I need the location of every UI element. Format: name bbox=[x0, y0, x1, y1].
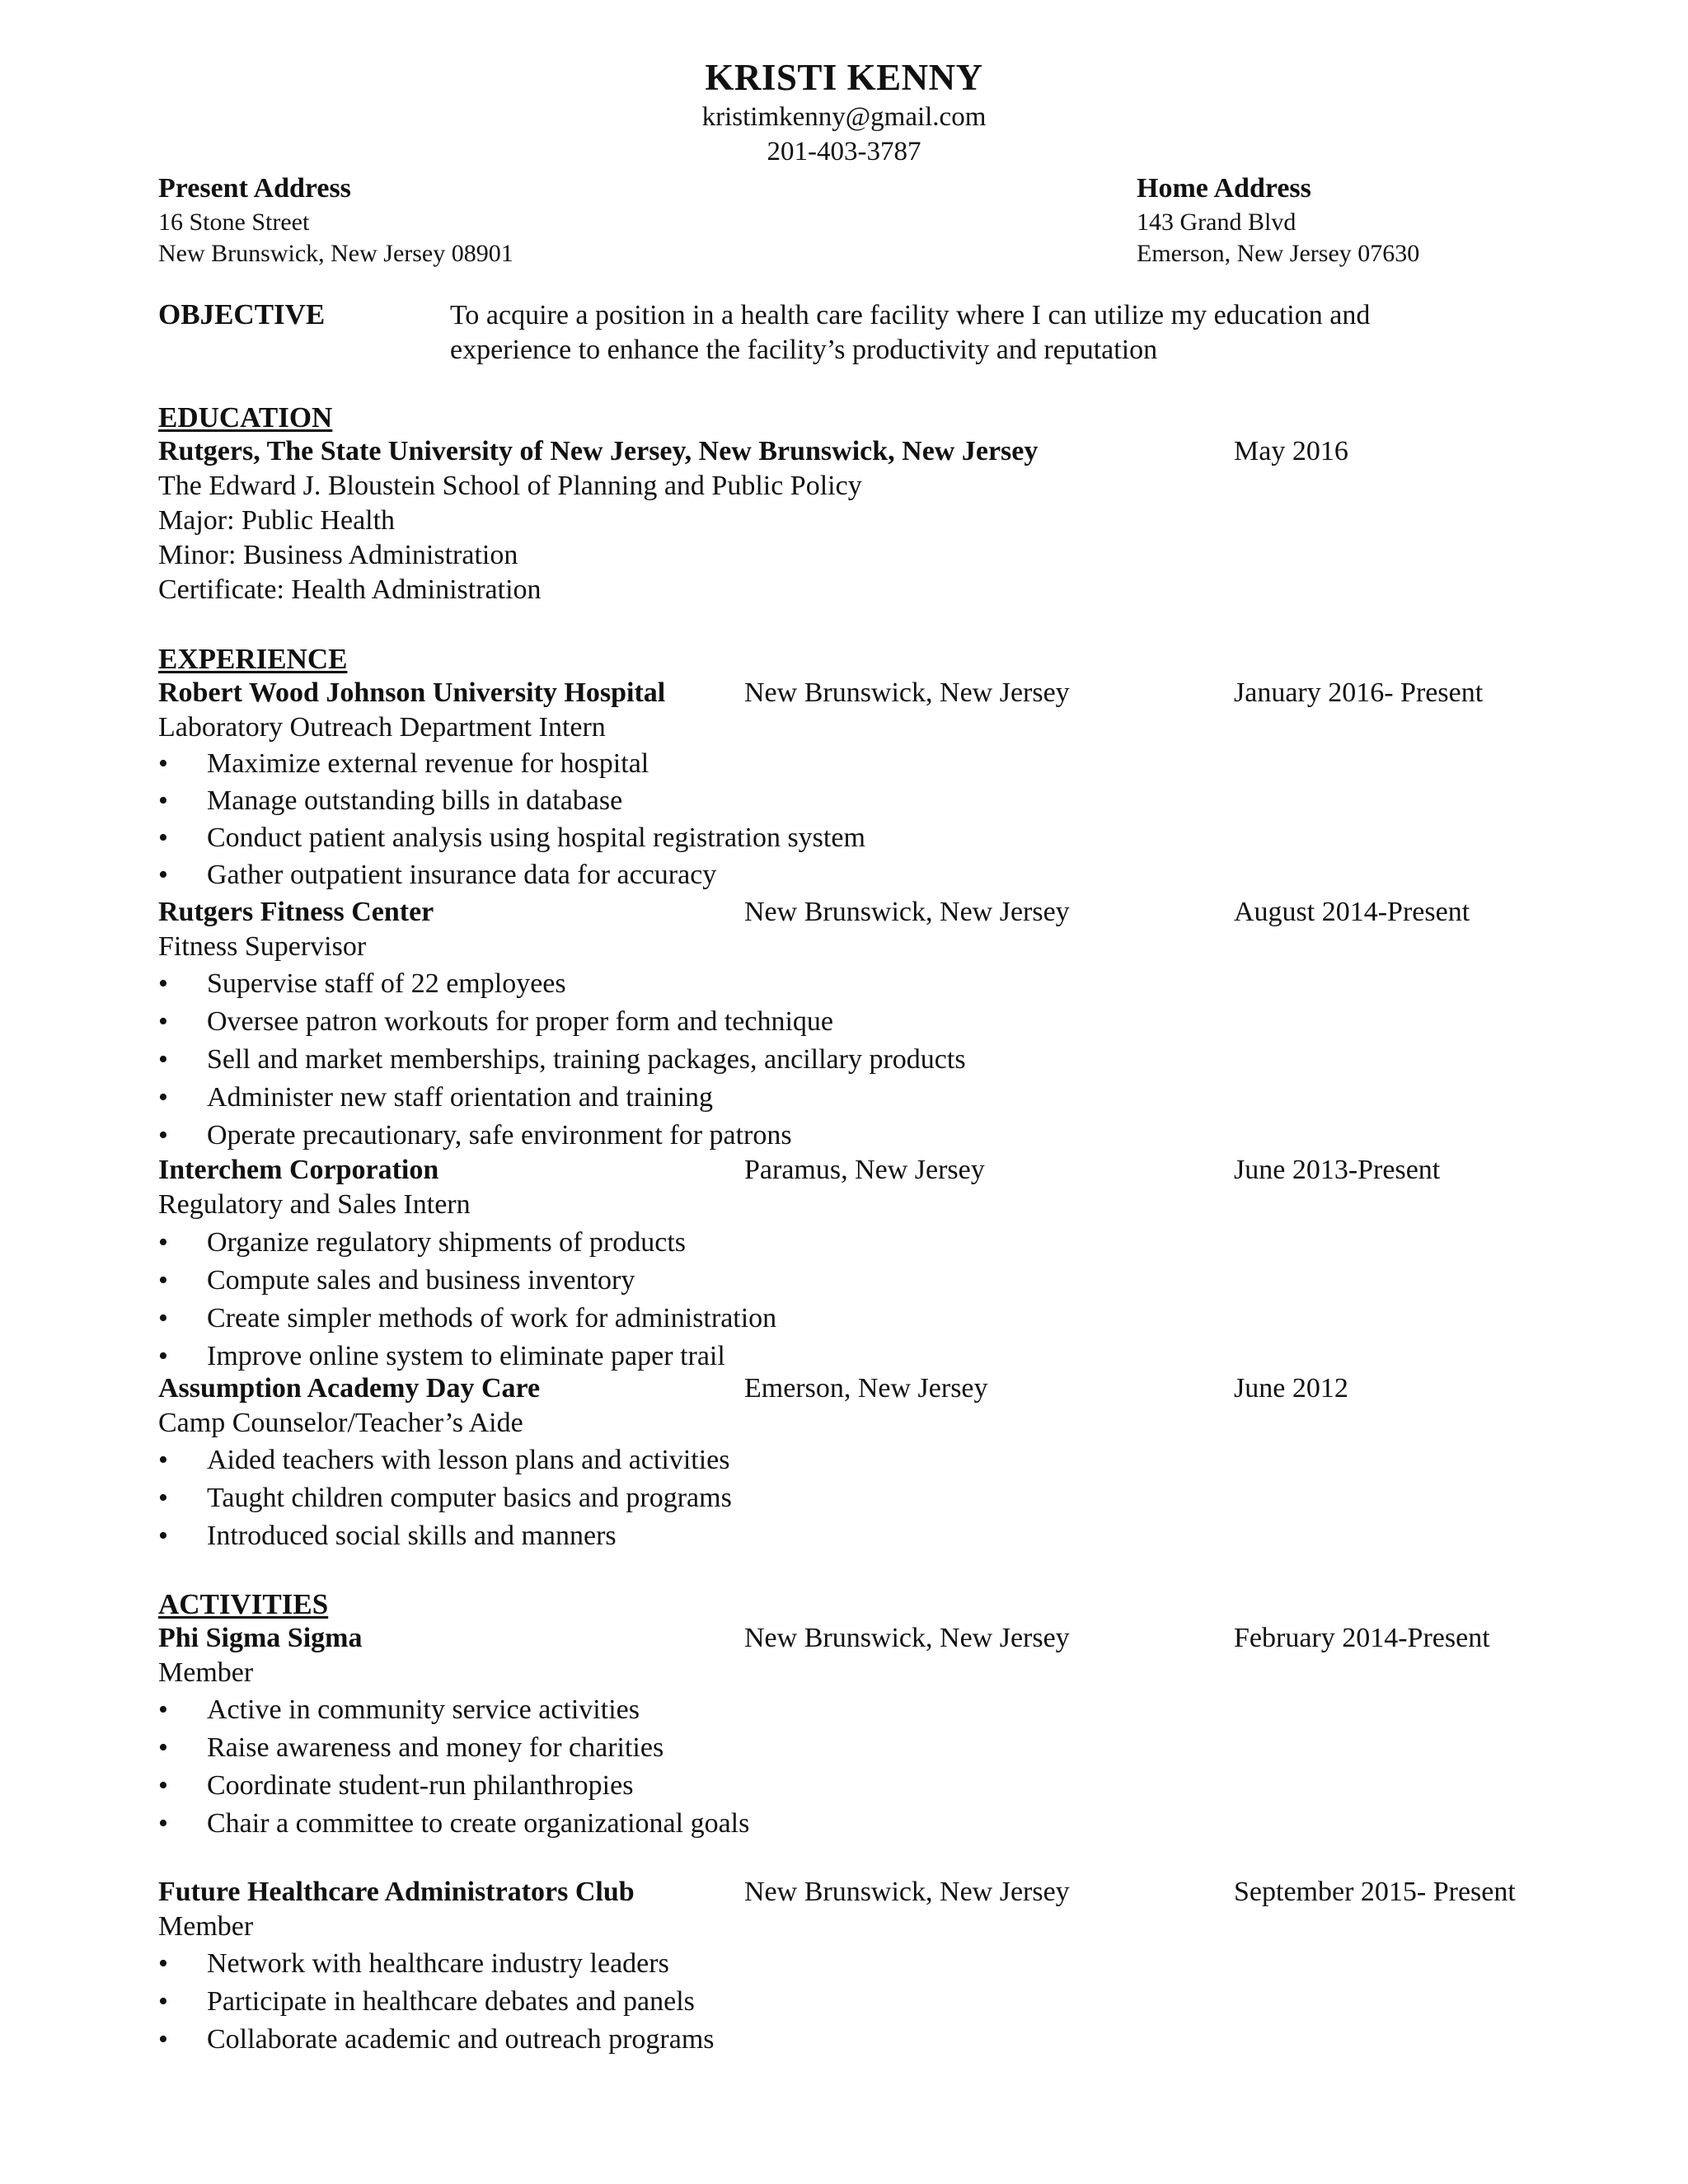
bullet-marker: • bbox=[158, 1082, 168, 1113]
phone-number: 201-403-3787 bbox=[767, 137, 921, 166]
bullet-marker: • bbox=[158, 1770, 168, 1801]
home-address-line1: 143 Grand Blvd bbox=[1137, 209, 1296, 236]
experience-heading: EXPERIENCE bbox=[158, 643, 348, 675]
objective-text-line2: experience to enhance the facility’s productivity and reputation bbox=[450, 335, 1158, 365]
entry-date: June 2012 bbox=[1234, 1373, 1348, 1404]
home-address-line2: Emerson, New Jersey 07630 bbox=[1137, 240, 1420, 267]
bullet-marker: • bbox=[158, 1808, 168, 1839]
entry-date: February 2014-Present bbox=[1234, 1623, 1490, 1653]
entry-role: Laboratory Outreach Department Intern bbox=[158, 712, 606, 743]
present-address-title: Present Address bbox=[158, 173, 351, 204]
bullet-marker: • bbox=[158, 1732, 168, 1763]
education-heading: EDUCATION bbox=[158, 401, 333, 434]
entry-role: Member bbox=[158, 1657, 254, 1688]
bullet-marker: • bbox=[158, 2024, 168, 2055]
bullet-marker: • bbox=[158, 1694, 168, 1725]
entry-date: September 2015- Present bbox=[1234, 1877, 1516, 1907]
home-address-title: Home Address bbox=[1137, 173, 1311, 204]
entry-location: Paramus, New Jersey bbox=[744, 1155, 985, 1185]
education-school: Rutgers, The State University of New Jersey, New Brunswick, New Jersey bbox=[158, 436, 1039, 466]
education-line: Major: Public Health bbox=[158, 505, 396, 536]
entry-location: New Brunswick, New Jersey bbox=[744, 677, 1070, 708]
activities-heading: ACTIVITIES bbox=[158, 1588, 329, 1620]
entry-location: New Brunswick, New Jersey bbox=[744, 1877, 1070, 1907]
education-line: The Edward J. Bloustein School of Planning and Public Policy bbox=[158, 471, 862, 501]
bullet-marker: • bbox=[158, 1044, 168, 1075]
bullet-marker: • bbox=[158, 1341, 168, 1371]
entry-date: June 2013-Present bbox=[1234, 1155, 1441, 1185]
bullet-marker: • bbox=[158, 1986, 168, 2017]
entry-role: Fitness Supervisor bbox=[158, 931, 367, 962]
entry-organization: Rutgers Fitness Center bbox=[158, 897, 434, 927]
email-address: kristimkenny@gmail.com bbox=[701, 102, 987, 132]
education-date: May 2016 bbox=[1234, 436, 1348, 466]
entry-date: January 2016- Present bbox=[1234, 677, 1484, 708]
present-address-line1: 16 Stone Street bbox=[158, 209, 310, 236]
entry-organization: Assumption Academy Day Care bbox=[158, 1373, 541, 1404]
entry-role: Regulatory and Sales Intern bbox=[158, 1189, 471, 1220]
bullet-marker: • bbox=[158, 1483, 168, 1513]
bullet-marker: • bbox=[158, 823, 168, 853]
bullet-marker: • bbox=[158, 1948, 168, 1979]
entry-location: Emerson, New Jersey bbox=[744, 1373, 988, 1404]
bullet-marker: • bbox=[158, 1303, 168, 1333]
entry-role: Camp Counselor/Teacher’s Aide bbox=[158, 1408, 523, 1438]
objective-label: OBJECTIVE bbox=[158, 298, 326, 330]
present-address-line2: New Brunswick, New Jersey 08901 bbox=[158, 240, 513, 267]
entry-location: New Brunswick, New Jersey bbox=[744, 1623, 1070, 1653]
bullet-marker: • bbox=[158, 748, 168, 779]
entry-organization: Robert Wood Johnson University Hospital bbox=[158, 677, 666, 708]
bullet-marker: • bbox=[158, 1521, 168, 1551]
education-line: Certificate: Health Administration bbox=[158, 574, 542, 605]
bullet-marker: • bbox=[158, 1006, 168, 1037]
entry-date: August 2014-Present bbox=[1234, 897, 1470, 927]
education-line: Minor: Business Administration bbox=[158, 540, 518, 570]
entry-organization: Phi Sigma Sigma bbox=[158, 1623, 363, 1653]
objective-text-line1: To acquire a position in a health care facility where I can utilize my education and bbox=[450, 300, 1371, 330]
bullet-marker: • bbox=[158, 968, 168, 999]
entry-location: New Brunswick, New Jersey bbox=[744, 897, 1070, 927]
entry-organization: Interchem Corporation bbox=[158, 1155, 439, 1185]
bullet-marker: • bbox=[158, 1265, 168, 1296]
entry-organization: Future Healthcare Administrators Club bbox=[158, 1877, 635, 1907]
bullet-marker: • bbox=[158, 1445, 168, 1475]
bullet-marker: • bbox=[158, 785, 168, 816]
resume-name: KRISTI KENNY bbox=[705, 57, 983, 98]
entry-role: Member bbox=[158, 1911, 254, 1942]
bullet-marker: • bbox=[158, 1227, 168, 1258]
bullet-marker: • bbox=[158, 860, 168, 890]
bullet-marker: • bbox=[158, 1120, 168, 1151]
